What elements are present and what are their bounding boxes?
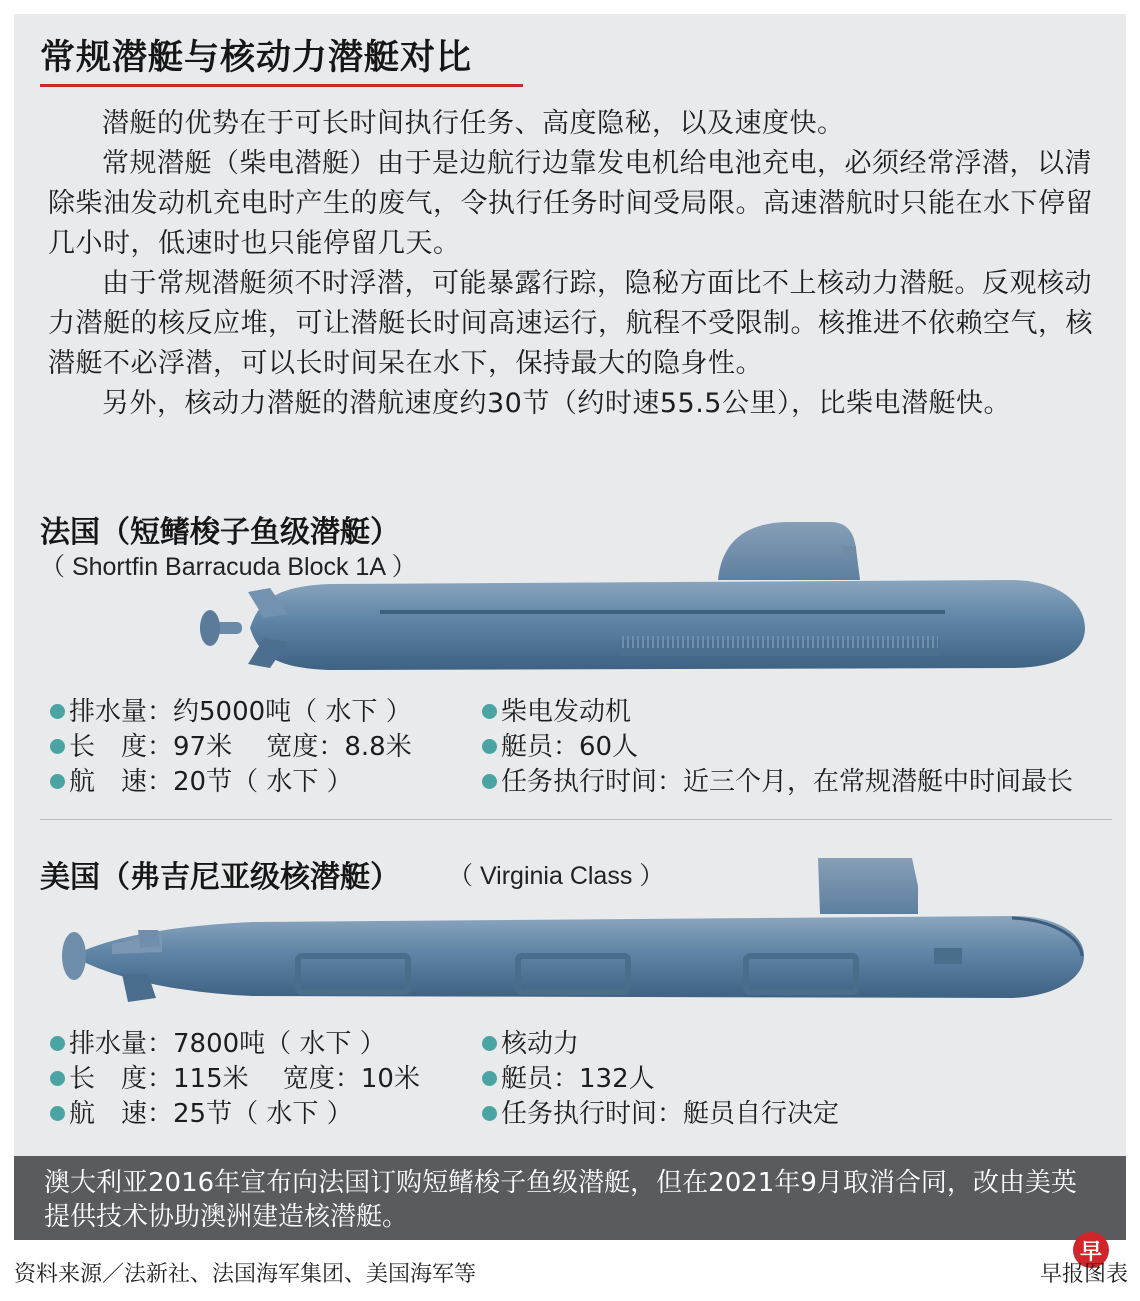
spec-text: 核动力 [501, 1029, 580, 1059]
teal-dot-icon [482, 739, 497, 754]
spec-row [482, 1027, 839, 1062]
teal-dot-icon [50, 1106, 65, 1121]
teal-dot-icon [482, 1106, 497, 1121]
spec-text: 艇员：132人 [501, 1064, 655, 1094]
teal-dot-icon [482, 1071, 497, 1086]
france-specs-left [50, 695, 412, 800]
intro-paragraph: 潜艇的优势在于可长时间执行任务、高度隐秘，以及速度快。 [102, 108, 845, 139]
france-specs-right [482, 695, 1073, 800]
usa-specs-left [50, 1027, 420, 1132]
spec-text: 长 度：97米 宽度：8.8米 [69, 732, 412, 762]
shortfin-barracuda-submarine-illustration [190, 518, 1090, 688]
usa-section-subtitle: （ Virginia Class ） [448, 862, 665, 890]
spec-row [482, 765, 1073, 800]
spec-text: 柴电发动机 [501, 697, 632, 727]
spec-text: 排水量：约5000吨（ 水下 ） [69, 697, 412, 727]
spec-text: 艇员：60人 [501, 732, 639, 762]
spec-row [482, 1097, 839, 1132]
spec-row [50, 695, 412, 730]
teal-dot-icon [50, 1036, 65, 1051]
intro-paragraph: 常规潜艇（柴电潜艇）由于是边航行边靠发电机给电池充电，必须经常浮潜，以清除柴油发动机充电时产生的废气，令执行任务时间受局限。高速潜航时只能在水下停留几小时，低速时也只能停留几天。 [48, 148, 1093, 259]
teal-dot-icon [50, 774, 65, 789]
intro-text [48, 104, 1108, 424]
france-section-title: 法国（短鳍梭子鱼级潜艇） [40, 515, 400, 550]
teal-dot-icon [482, 774, 497, 789]
teal-dot-icon [482, 1036, 497, 1051]
france-section-subtitle: （ Shortfin Barracuda Block 1A ） [40, 553, 417, 581]
usa-specs-right [482, 1027, 839, 1132]
section-divider [40, 819, 1112, 820]
teal-dot-icon [50, 704, 65, 719]
spec-row [50, 1097, 420, 1132]
logo-char: 早 [1079, 1240, 1102, 1265]
spec-row [50, 730, 412, 765]
spec-row [50, 1027, 420, 1062]
teal-dot-icon [482, 704, 497, 719]
spec-row [50, 1062, 420, 1097]
intro-paragraph: 由于常规潜艇须不时浮潜，可能暴露行踪，隐秘方面比不上核动力潜艇。反观核动力潜艇的核反应堆，可让潜艇长时间高速运行，航程不受限制。核推进不依赖空气，核潜艇不必浮潜，可以长时间呆在水下，保持最大的隐身性。 [48, 268, 1093, 379]
spec-row [482, 730, 1073, 765]
spec-row [482, 1062, 839, 1097]
source-credit: 资料来源／法新社、法国海军集团、美国海军等 [14, 1262, 477, 1287]
intro-paragraph: 另外，核动力潜艇的潜航速度约30节（约时速55.5公里），比柴电潜艇快。 [102, 388, 1011, 419]
spec-text: 任务执行时间：艇员自行决定 [501, 1099, 840, 1129]
spec-text: 长 度：115米 宽度：10米 [69, 1064, 420, 1094]
spec-text: 排水量：7800吨（ 水下 ） [69, 1029, 386, 1059]
spec-row [482, 695, 1073, 730]
teal-dot-icon [50, 739, 65, 754]
spec-row [50, 765, 412, 800]
spec-text: 任务执行时间：近三个月，在常规潜艇中时间最长 [501, 767, 1074, 797]
usa-section-title: 美国（弗吉尼亚级核潜艇） [40, 860, 400, 895]
graphic-credit: 早报图表 [1039, 1262, 1128, 1287]
spec-text: 航 速：25节（ 水下 ） [69, 1099, 353, 1129]
teal-dot-icon [50, 1071, 65, 1086]
footnote-banner: 澳大利亚2016年宣布向法国订购短鳍梭子鱼级潜艇，但在2021年9月取消合同，改由美英提供技术协助澳洲建造核潜艇。 [14, 1156, 1126, 1240]
page-title: 常规潜艇与核动力潜艇对比 [40, 38, 473, 78]
title-underline [40, 84, 523, 87]
virginia-class-submarine-illustration [52, 856, 1092, 1026]
spec-text: 航 速：20节（ 水下 ） [69, 767, 353, 797]
